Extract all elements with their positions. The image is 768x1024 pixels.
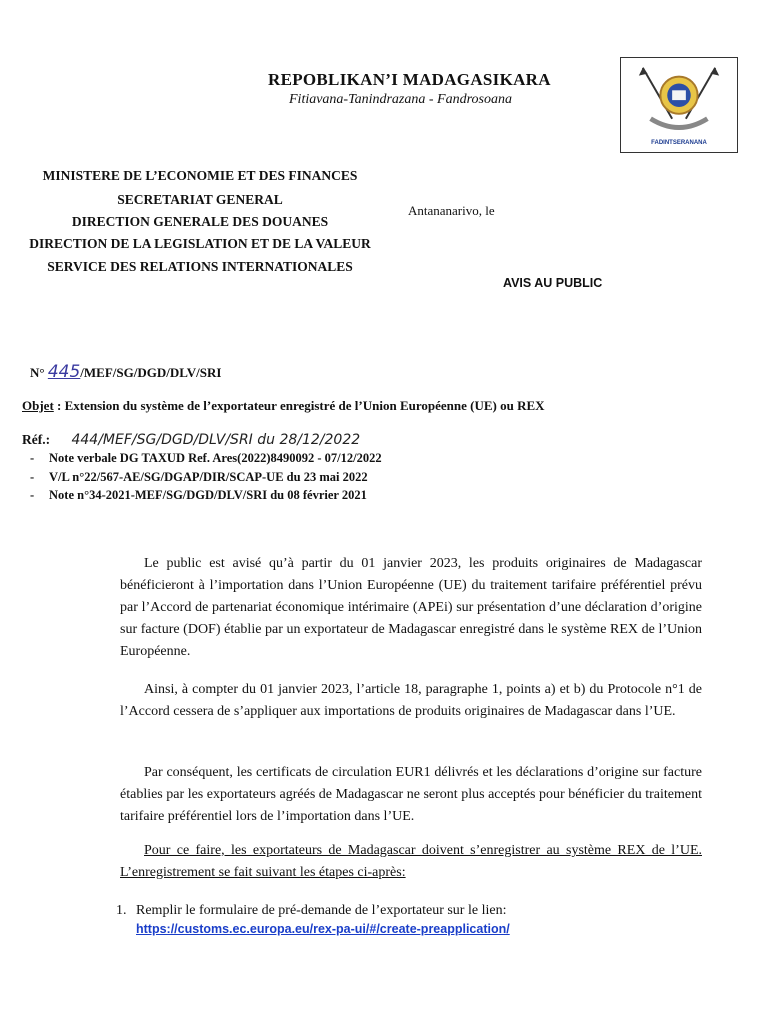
number-suffix: /MEF/SG/DGD/DLV/SRI	[80, 365, 222, 380]
step-1	[116, 903, 506, 919]
emblem-icon	[621, 58, 737, 152]
ministry-line-1: MINISTERE DE L’ECONOMIE ET DES FINANCES	[42, 168, 358, 183]
ministry-line-3: DIRECTION GENERALE DES DOUANES	[71, 214, 329, 229]
reference-item: - V/L n°22/567-AE/SG/DGAP/DIR/SCAP-UE du 23 mai 2022	[30, 470, 368, 484]
customs-emblem	[620, 57, 738, 153]
paragraph-3: Par conséquent, les certificats de circulation EUR1 délivrés et les déclarations d’origine sur facture établies par les exportateurs agréés de Madagascar ne seront plus acceptés pour bénéficier du traitement tarifaire préférentiel lors de l’importation dans l’UE.	[120, 765, 702, 824]
reference-line	[22, 432, 360, 448]
reference-item: - Note verbale DG TAXUD Ref. Ares(2022)8490092 - 07/12/2022	[30, 451, 382, 465]
subject-line	[22, 398, 545, 414]
emblem-label: FADINTSERANANA	[651, 140, 707, 146]
ministry-line-5: SERVICE DES RELATIONS INTERNATIONALES	[47, 259, 353, 274]
rex-preapplication-link[interactable]: https://customs.ec.europa.eu/rex-pa-ui/#/create-preapplication/	[136, 922, 510, 936]
reference-item: - Note n°34-2021-MEF/SG/DGD/DLV/SRI du 08 février 2021	[30, 488, 367, 502]
paragraph-1: Le public est avisé qu’à partir du 01 janvier 2023, les produits originaires de Madagascar bénéficieront à l’importation dans l’Union Européenne (UE) du traitement tarifaire préférentiel prévu par l’Accord de partenariat économique intérimaire (APEi) sur présentation d’une déclaration d’origine sur facture (DOF) établie par un exportateur de Madagascar enregistré dans le système REX de l’Union Européenne.	[120, 556, 702, 659]
paragraph-4: Pour ce faire, les exportateurs de Madagascar doivent s’enregistrer au système REX de l’UE. L’enregistrement se fait suivant les étapes ci-après:	[120, 843, 702, 880]
subject-text: : Extension du système de l’exportateur enregistré de l’Union Européenne (UE) ou REX	[53, 398, 545, 413]
number-prefix: N°	[30, 365, 45, 380]
step-number: 1.	[116, 903, 127, 918]
ministry-line-2: SECRETARIAT GENERAL	[117, 192, 283, 207]
place-date: Antananarivo, le	[408, 203, 495, 218]
reference-label: Réf.:	[22, 432, 51, 447]
ministry-line-4: DIRECTION DE LA LEGISLATION ET DE LA VALEUR	[29, 236, 371, 251]
republic-motto: Fitiavana-Tanindrazana - Fandrosoana	[289, 92, 512, 107]
handwritten-reference: 444/MEF/SG/DGD/DLV/SRI du 28/12/2022	[71, 432, 361, 448]
step-text: Remplir le formulaire de pré-demande de l’exportateur sur le lien:	[136, 903, 507, 918]
paragraph-2: Ainsi, à compter du 01 janvier 2023, l’article 18, paragraphe 1, points a) et b) du Protocole n°1 de l’Accord cessera de s’appliquer aux importations de produits originaires de Madagascar dans l’UE.	[120, 682, 702, 719]
subject-label: Objet	[22, 398, 54, 413]
republic-title: REPOBLIKAN’I MADAGASIKARA	[268, 70, 551, 89]
notice-title: AVIS AU PUBLIC	[503, 276, 603, 290]
handwritten-number: 445	[47, 362, 81, 382]
document-number	[30, 362, 221, 382]
